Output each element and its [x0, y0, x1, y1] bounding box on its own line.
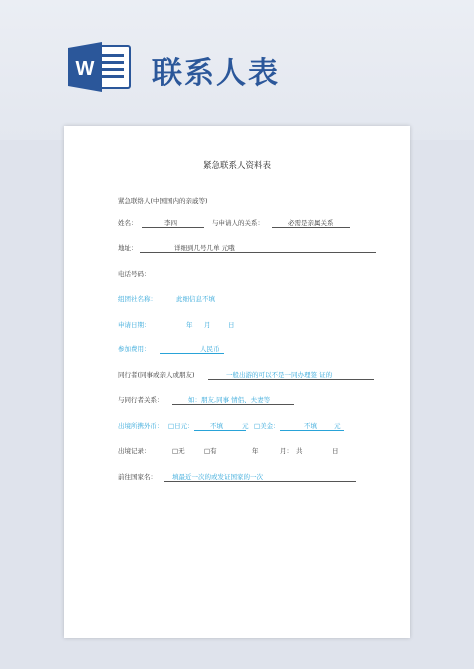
fee-label: 参加费用： — [118, 345, 151, 353]
header-title: 联系人表 — [152, 56, 280, 91]
destination-underline — [164, 481, 356, 482]
currency-usd-unit: 元 — [334, 422, 341, 430]
svg-text:W: W — [75, 58, 95, 80]
travel-record-year: 年 — [252, 447, 259, 455]
address-label: 地址： — [118, 244, 138, 252]
destination-label: 前往国家名： — [118, 473, 157, 481]
currency-yen-value[interactable]: 不填 — [210, 422, 223, 430]
relation-label: 与申请人的关系： — [212, 219, 264, 227]
companion-underline — [208, 379, 374, 380]
companion-value[interactable]: 一般出游的可以不是一同办理签 证的 — [226, 371, 333, 379]
apply-date-year[interactable]: 年 — [186, 321, 193, 329]
travel-record-label: 出境记录： — [118, 447, 151, 455]
apply-date-label: 申请日期： — [118, 321, 151, 329]
section-label: 紧急联络人(中国国内的亲戚等) — [118, 197, 208, 205]
travel-record-none[interactable]: □无 — [172, 447, 185, 455]
name-underline — [142, 227, 204, 228]
document-page — [64, 126, 410, 638]
word-document-icon — [68, 42, 134, 92]
travel-record-day: 日 — [332, 447, 339, 455]
apply-date-month[interactable]: 月 — [204, 321, 211, 329]
companion-relation-label: 与同行者关系： — [118, 396, 164, 404]
document-title: 紧急联系人资料表 — [202, 161, 271, 171]
companion-label: 同行者(同事或亲人或朋友) — [118, 371, 195, 379]
address-underline — [140, 252, 376, 253]
group-name-value[interactable]: 此细信息不填 — [176, 295, 215, 303]
companion-relation-value[interactable]: 如：朋友,同事 情侣、夫妻等 — [188, 396, 271, 404]
travel-record-month: 月： — [280, 447, 293, 455]
travel-record-total: 共 — [296, 447, 303, 455]
relation-value[interactable]: 必需是亲属关系 — [288, 219, 334, 227]
travel-record-have[interactable]: □有 — [204, 447, 217, 455]
name-label: 姓名： — [118, 219, 138, 227]
relation-underline — [272, 227, 350, 228]
phone-label: 电话号码： — [118, 270, 151, 278]
destination-value[interactable]: 填最近一次的或发证国家的一次 — [172, 473, 263, 481]
currency-usd-value[interactable]: 不填 — [304, 422, 317, 430]
currency-usd-label[interactable]: □美金： — [254, 422, 280, 430]
fee-underline — [160, 353, 224, 354]
apply-date-day[interactable]: 日 — [228, 321, 235, 329]
currency-yen-underline — [194, 430, 246, 431]
name-value[interactable]: 李四 — [164, 219, 177, 227]
currency-yen-label[interactable]: □日元： — [168, 422, 194, 430]
address-value[interactable]: 详细到几号几单 元哦 — [174, 244, 235, 252]
companion-relation-underline — [172, 404, 294, 405]
fee-value[interactable]: 人民币 — [200, 345, 220, 353]
currency-usd-underline — [280, 430, 344, 431]
currency-yen-unit: 元 — [242, 422, 249, 430]
group-name-label: 组团社名称： — [118, 295, 157, 303]
currency-label: 出境所携外币： — [118, 422, 164, 430]
